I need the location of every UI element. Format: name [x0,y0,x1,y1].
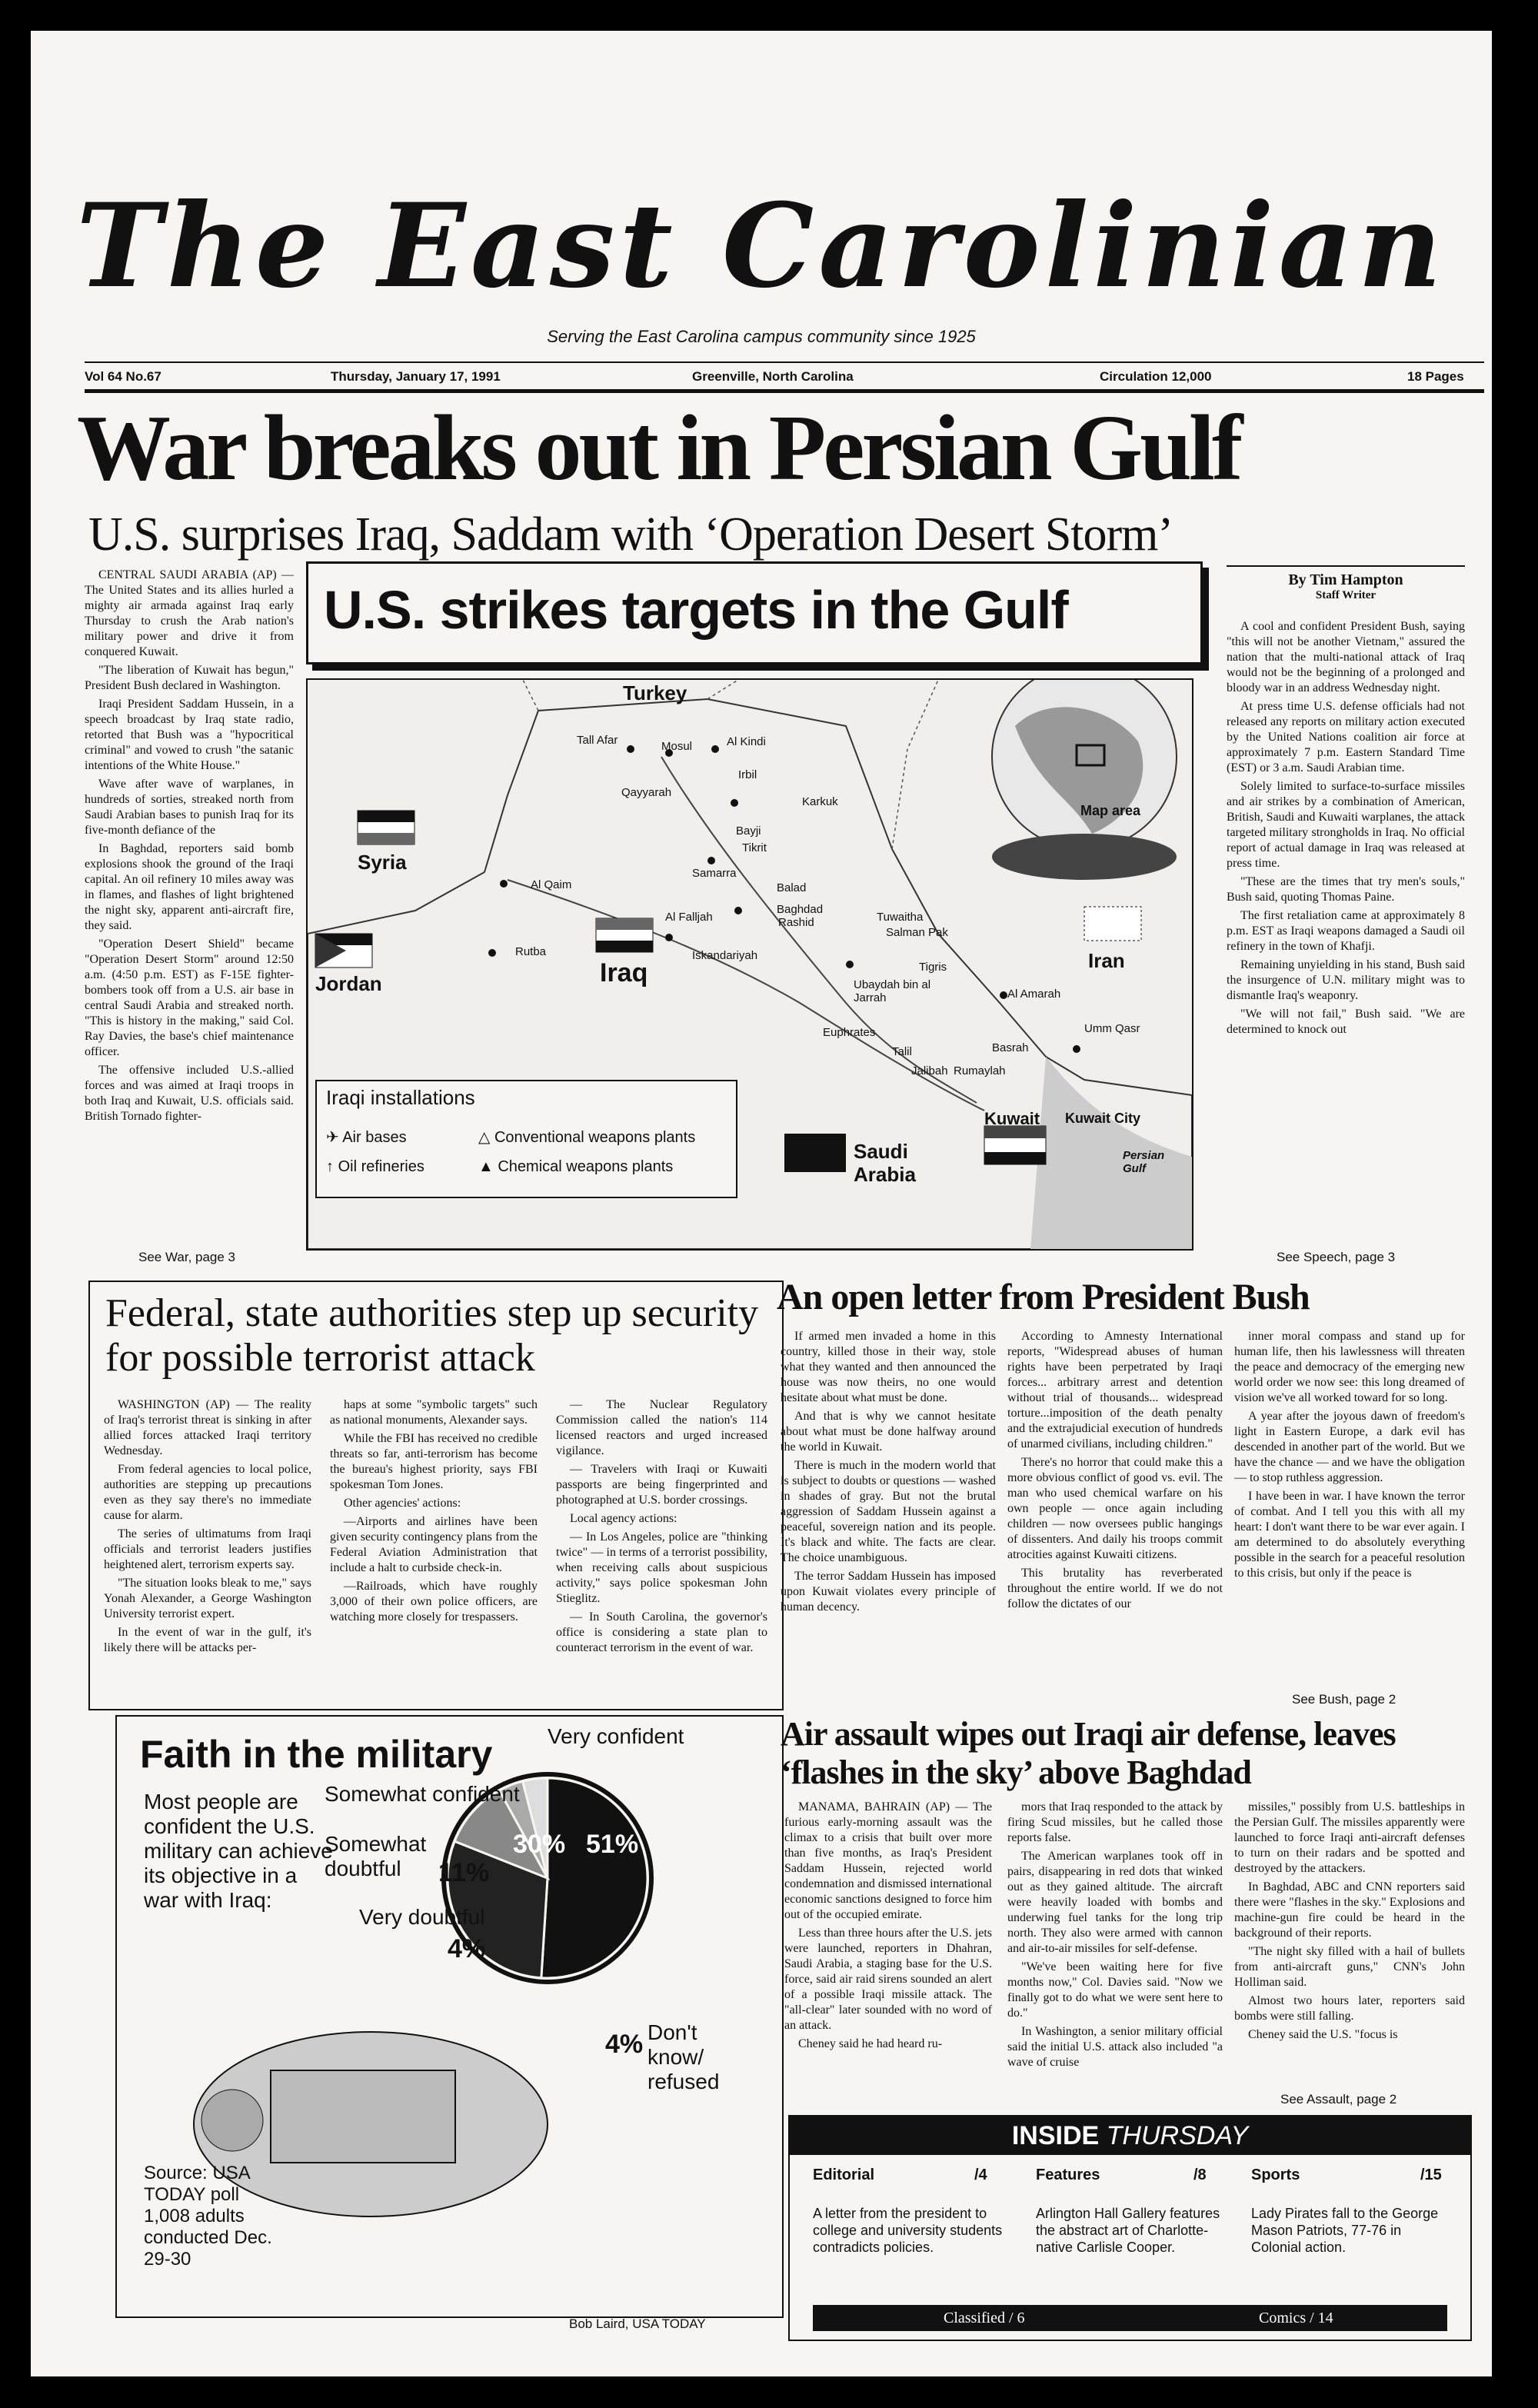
article-paragraph: And that is why we cannot hesitate about what must be done halfway around the world in Kuwait. [781,1410,996,1454]
article-paragraph: In Baghdad, ABC and CNN reporters said there were "flashes in the sky." Explosions and machine-gun fire could be heard in the background of their reports. [1234,1880,1465,1940]
assault-col-3 [1234,1800,1465,2088]
article-paragraph: There is much in the modern world that is subject to doubts or questions — washed in shades of gray. But not the brutal aggression of Saddam Hussein against a peaceful, sovereign nation and its people. It's black and white. The facts are clear. The choice unambiguous. [781,1459,996,1564]
inside-footer [813,2305,1447,2331]
map-city: Al Falljah [665,911,713,924]
map-city: Qayyarah [621,786,672,799]
article-paragraph: — In Los Angeles, police are "thinking twice" — in terms of a terrorist possibility, when receiving calls about suspicious activity," says police spokesman John Stieglitz. [556,1530,767,1605]
article-paragraph: The terror Saddam Hussein has imposed upon Kuwait violates every principle of human decency. [781,1570,996,1614]
map-inset-label: Map area [1080,803,1141,818]
faith-source: Source: USA TODAY poll 1,008 adults conducted Dec. 29-30 [144,2163,272,2270]
map-city: Basrah [992,1041,1029,1054]
map-city: Al Qaim [531,878,572,891]
article-paragraph: The series of ultimatums from Iraqi officials and terrorist leaders justifies heightened alert, terrorism experts say. [104,1527,311,1571]
section-editorial[interactable]: Editorial [813,2167,875,2183]
map-city: Rumaylah [954,1064,1006,1077]
byline-box [1227,565,1465,602]
article-paragraph: Other agencies' actions: [344,1497,461,1510]
legend-title: Iraqi installations [326,1086,475,1109]
map-city: Rutba [515,945,547,958]
air-assault-headline: Air assault wipes out Iraqi air defense, leaves ‘flashes in the sky’ above Baghdad [781,1715,1396,1791]
article-paragraph: "We will not fail," Bush said. "We are determined to knock out [1227,1007,1465,1036]
assault-col-2 [1007,1800,1223,2103]
article-paragraph: The first retaliation came at approximately 8 p.m. EST as Iraqi weapons damaged a Saudi oil refinery in the town of Khafji. [1227,909,1465,953]
section-features-text: Arlington Hall Gallery features the abstract art of Charlotte-native Carlisle Cooper. [1036,2206,1220,2255]
article-paragraph: — Travelers with Iraqi or Kuwaiti passports are being fingerprinted and photographed at U.S. border crossings. [556,1463,767,1507]
legend-label: Conventional weapons plants [494,1129,696,1146]
legend-item-air-bases: ✈ Air bases [326,1129,407,1146]
label-somewhat-confident: Somewhat confident [325,1782,520,1806]
article-paragraph: In Washington, a senior military official said the initial U.S. attack also included "a wave of cruise [1007,2025,1223,2069]
map-city: Talil [892,1045,912,1058]
pct-very-doubtful: 4% [448,1934,486,1963]
federal-col-1 [104,1397,311,1701]
article-paragraph: A cool and confident President Bush, saying "this will not be another Vietnam," assured the nation that the multi-national attack of Iraq would not be the beginning of a prolonged and bloody war in an address Wednesday night. [1227,620,1465,694]
map-city: Euphrates [823,1026,876,1039]
label-very-confident: Very confident [548,1724,684,1748]
map-city: Karkuk [802,795,838,808]
section-editorial-page: /4 [974,2167,987,2183]
faith-title: Faith in the military [140,1733,493,1776]
article-paragraph: If armed men invaded a home in this country, killed those in their way, stole what they wanted and then announced the house was now theirs, no one would hesitate about what must be done. [781,1330,996,1404]
map-city: Ubaydah bin al Jarrah [854,978,931,1004]
lead-subhead: U.S. surprises Iraq, Saddam with ‘Operation Desert Storm’ [88,508,1173,561]
byline-role: Staff Writer [1315,589,1377,601]
map-city: Tikrit [742,841,767,854]
article-paragraph: missiles," possibly from U.S. battleships in the Persian Gulf. The missiles apparently were launched to force Iraqi anti-aircraft defenses to turn on their radars and be spotted and destroyed by the attackers. [1234,1800,1465,1875]
article-paragraph: mors that Iraq responded to the attack by firing Scud missiles, but he called those reports false. [1007,1800,1223,1844]
article-paragraph: "The liberation of Kuwait has begun," President Bush declared in Washington. [85,664,294,692]
article-paragraph: The offensive included U.S.-allied forces and was aimed at Iraqi troops in both Iraq and Kuwait, U.S. officials said. British Tornado fighter- [85,1064,294,1123]
issue-date: Thursday, January 17, 1991 [331,369,501,384]
pct-somewhat-doubtful: 11% [438,1858,490,1887]
issue-location: Greenville, North Carolina [692,369,854,384]
article-paragraph: inner moral compass and stand up for human life, then his lawlessness will threaten the peace and democracy of the emerging new world order we now see: this long dreamed of vision we've all worked toward for so long. [1234,1330,1465,1404]
map-title: U.S. strikes targets in the Gulf [324,580,1068,640]
label-somewhat-doubtful: Somewhat doubtful [325,1832,427,1880]
article-paragraph: Almost two hours later, reporters said bombs were still falling. [1234,1994,1465,2023]
see-bush-link[interactable]: See Bush, page 2 [1292,1692,1397,1707]
inside-day: THURSDAY [1106,2121,1249,2150]
map-label-iraq: Iraq [600,958,648,988]
comics-link[interactable]: Comics / 14 [1259,2310,1333,2326]
pie-slice-very-confident [541,1778,647,1978]
article-paragraph: "Operation Desert Shield" became "Operation Desert Storm" around 12:50 a.m. (4:50 p.m. EST) as F-15E fighter-bombers took off from a U.S. air base in central Saudi Arabia and streaked north. "This is history in the making," said Col. Ray Davies, the base's chief maintenance officer. [85,938,294,1058]
article-paragraph: WASHINGTON (AP) — The reality of Iraq's terrorist threat is sinking in after allied forces attacked Iraqi territory Wednesday. [104,1398,311,1457]
inside-title: INSIDE [1011,2121,1100,2150]
article-paragraph: Wave after wave of warplanes, in hundreds of sorties, streaked north from Saudi Arabian bases to punish Iraq for its five-month defiance of the [85,778,294,837]
circulation: Circulation 12,000 [1100,369,1212,384]
masthead-title: The East Carolinian [76,178,1446,314]
legend-item-chemical: ▲ Chemical weapons plants [478,1158,674,1175]
inside-thursday-box [788,2115,1472,2341]
map-label-saudi-arabia: Saudi Arabia [854,1140,916,1186]
map-city: Salman Pak [886,926,948,939]
map-city: Tigris [919,961,947,974]
page-count: 18 Pages [1407,369,1464,384]
map-city: Al Amarah [1007,988,1061,1001]
map-city: Samarra [692,867,737,880]
newspaper-page [31,31,1492,2376]
map-city: Balad [777,881,807,894]
map-city: Bayji [736,824,761,838]
map-city: Jalibah [911,1064,948,1077]
info-bar [85,361,1484,393]
article-paragraph: "These are the times that try men's souls," Bush said, quoting Thomas Paine. [1227,875,1465,904]
map-title-box [306,561,1203,664]
map-city: Irbil [738,768,757,781]
lead-left-column [85,568,294,1244]
article-paragraph: Iraqi President Saddam Hussein, in a speech broadcast by Iraq state radio, retorted that Bush was a "hypocritical criminal" and vowed to crush "the satanic intentions of the White House." [85,698,294,772]
gulf-map [306,678,1193,1251]
section-sports[interactable]: Sports [1251,2167,1300,2183]
legend-label: Chemical weapons plants [498,1158,674,1175]
article-paragraph: Solely limited to surface-to-surface missiles and air strikes by a combination of American, British, Saudi and Kuwaiti warplanes, the attack targeted military strongholds in Iraq. No official report of actual damage in Iraq was released at press time. [1227,780,1465,870]
label-very-doubtful: Very doubtful [359,1905,485,1929]
legend-item-conventional: △ Conventional weapons plants [478,1129,696,1146]
faith-graphic [115,1715,784,2318]
faith-credit: Bob Laird, USA TODAY [569,2316,706,2331]
map-label-iran: Iran [1088,949,1125,972]
article-paragraph: At press time U.S. defense officials had not released any reports on military action executed by the United Nations coalition air force at approximately 7 p.m. Eastern Standard Time (EST) or 3 a.m. Saudi Arabian time. [1227,700,1465,774]
map-label-syria: Syria [358,851,407,874]
label-dont-know: Don't know/ refused [647,2020,720,2093]
article-paragraph: In the event of war in the gulf, it's likely there will be attacks per- [104,1626,311,1654]
article-paragraph: This brutality has reverberated throughout the entire world. If we do not follow the dictates of our [1007,1567,1223,1610]
letter-col-1 [781,1329,996,1706]
article-paragraph: In Baghdad, reporters said bomb explosions shook the ground of the Iraqi capital. An oil refinery 10 miles away was in flames, and flashes of light brightened the night sky, apparent anti-aircraft fire, they said. [85,842,294,932]
see-speech-link[interactable]: See Speech, page 3 [1277,1250,1396,1264]
see-assault-link[interactable]: See Assault, page 2 [1280,2092,1397,2107]
see-war-link[interactable]: See War, page 3 [138,1250,236,1264]
article-paragraph: —Airports and airlines have been given security contingency plans from the Federal Aviation Administration that include a halt to curbside check-in. [330,1515,538,1574]
article-paragraph: Cheney said he had heard ru- [798,2037,943,2050]
map-city: Tall Afar [577,734,618,747]
letter-headline: An open letter from President Bush [777,1277,1310,1317]
federal-headline: Federal, state authorities step up security for possible terrorist attack [105,1291,759,1380]
pct-somewhat-confident: 30% [513,1830,566,1859]
pct-dont-know: 4% [605,2030,644,2059]
article-paragraph: —Railroads, which have roughly 3,000 of their own police officers, are watching more closely for trespassers. [330,1580,538,1624]
section-features[interactable]: Features [1036,2167,1100,2183]
article-paragraph: A year after the joyous dawn of freedom's light in Eastern Europe, a dark evil has descended in another part of the world. But we have the chance — and we have the obligation — to stop ruthless aggression. [1234,1410,1465,1484]
map-label-turkey: Turkey [623,681,687,704]
map-label-jordan: Jordan [315,972,382,995]
article-paragraph: I have been in war. I have known the terror of combat. And I tell you this with all my heart: I don't want there to be war ever again. I am determined to do absolutely everything possible in the search for a peaceful resolution to this crisis, but only if the peace is [1234,1490,1465,1580]
lead-headline: War breaks out in Persian Gulf [77,396,1240,500]
article-paragraph: Less than three hours after the U.S. jets were launched, reporters in Dhahran, Saudi Arabia, a staging base for the U.S. force, said air raid sirens sounded an alert of a possible Iraqi missile attack. The "all-clear" later sounded with no word of an attack. [784,1927,992,2032]
legend-label: Air bases [342,1129,407,1146]
article-paragraph: Remaining unyielding in his stand, Bush said the insurgence of U.N. military might was to dismantle Iraq's weaponry. [1227,958,1465,1002]
article-paragraph: There's no horror that could make this a more obvious conflict of good vs. evil. The man who used chemical warfare on his own people — once again including children — now oversees public hangings of dissenters. And daily his troops commit atrocities against Kuwaiti citizens. [1007,1456,1223,1561]
federal-col-2 [330,1397,538,1701]
letter-col-2 [1007,1329,1223,1706]
article-paragraph: "We've been waiting here for five months now," Col. Davies said. "Now we finally got to do what we were sent here to do." [1007,1960,1223,2020]
article-paragraph: Cheney said the U.S. "focus is [1248,2028,1398,2041]
map-city: Tuwaitha [877,911,924,924]
section-features-page: /8 [1193,2167,1207,2183]
map-city: Iskandariyah [692,949,758,962]
map-label-kuwait: Kuwait [984,1109,1040,1128]
map-city: Umm Qasr [1084,1022,1140,1035]
article-paragraph: The American warplanes took off in pairs, disappearing in red dots that winked out as they gained altitude. The aircraft were heavily loaded with bombs and underwing fuel tanks for the long trip north. They also were armed with cannon and air-to-air missiles for self-defense. [1007,1850,1223,1955]
federal-col-3 [556,1397,767,1701]
legend-item-refineries: ↑ Oil refineries [326,1158,424,1175]
article-paragraph: "The night sky filled with a hail of bullets from anti-aircraft guns," CNN's John Holliman said. [1234,1945,1465,1989]
article-paragraph: — In South Carolina, the governor's office is considering a state plan to counteract terrorism in the event of war. [556,1610,767,1654]
inside-banner [790,2117,1470,2155]
article-paragraph: While the FBI has received no credible threats so far, anti-terrorism has become the bureau's highest priority, says FBI spokesman Tom Jones. [330,1432,538,1491]
federal-story-box [88,1281,784,1710]
article-paragraph: "The situation looks bleak to me," says Yonah Alexander, a George Washington University terrorist expert. [104,1577,311,1620]
map-city: Mosul [661,740,693,753]
article-paragraph: According to Amnesty International reports, "Widespread abuses of human rights have been perpetrated by Iraqi forces... arbitrary arrest and detention without trial of thousands... widespread torture...imposition of the death penalty and the extrajudicial execution of hundreds of unarmed civilians, including children." [1007,1330,1223,1450]
article-paragraph: — The Nuclear Regulatory Commission called the nation's 114 licensed reactors and urged increased vigilance. [556,1398,767,1457]
masthead-tagline: Serving the East Carolina campus community since 1925 [547,327,976,346]
volume-number: Vol 64 No.67 [85,369,161,384]
map-city: Kuwait City [1065,1111,1141,1126]
map-city: Persian Gulf [1123,1149,1165,1175]
assault-col-1 [784,1800,992,2103]
classified-link[interactable]: Classified / 6 [944,2310,1025,2326]
legend-label: Oil refineries [338,1158,424,1175]
article-paragraph: CENTRAL SAUDI ARABIA (AP) — The United States and its allies hurled a mighty air armada against Iraq early Thursday to crush the Arab nation's military power and drive it from conquered Kuwait. [85,568,294,658]
article-paragraph: From federal agencies to local police, authorities are stepping up precautions even as they say there's no immediate cause for alarm. [104,1463,311,1522]
map-legend [315,1080,737,1198]
article-paragraph: haps at some "symbolic targets" such as national monuments, Alexander says. [330,1398,538,1427]
section-sports-text: Lady Pirates fall to the George Mason Patriots, 77-76 in Colonial action. [1251,2206,1439,2255]
article-paragraph: MANAMA, BAHRAIN (AP) — The furious early-morning assault was the climax to a crisis that built over more than five months, as Iraq's President Saddam Hussein, rejected world condemnation and dismissed international economic sanctions designed to force him out of the occupied emirate. [784,1800,992,1921]
letter-col-3 [1234,1329,1465,1690]
map-city: Al Kindi [727,735,766,748]
byline: By Tim Hampton [1288,571,1403,588]
faith-question: Most people are confident the U.S. military can achieve its objective in a war with Iraq: [144,1790,333,1912]
map-city: Rashid [778,916,814,929]
section-sports-page: /15 [1420,2167,1442,2183]
article-paragraph: Local agency actions: [570,1512,677,1525]
lead-right-column [1227,619,1465,1246]
pct-very-confident: 51% [586,1830,639,1859]
map-city: Baghdad [777,903,824,916]
section-editorial-text: A letter from the president to college and university students contradicts policies. [813,2206,1003,2255]
